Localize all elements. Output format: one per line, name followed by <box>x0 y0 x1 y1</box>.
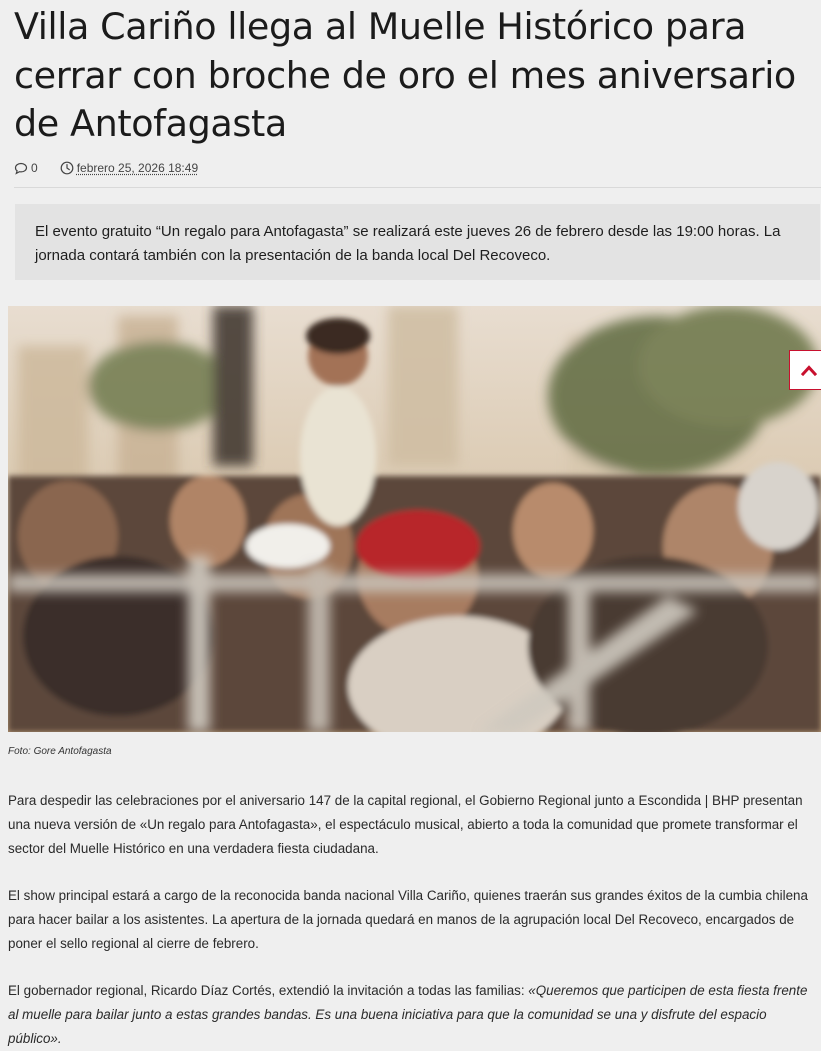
article-lead <box>15 204 820 280</box>
speech-bubble-icon <box>14 162 28 175</box>
article-title: Villa Cariño llega al Muelle Histórico para cerrar con broche de oro el mes aniversario de Antofagasta <box>14 5 796 145</box>
governor-quote: «Queremos que participen de esta fiesta frente al muelle para bailar junto a estas grandes bandas. Es una buena iniciativa para que la comunidad se una y disfrute del espacio público». <box>8 983 808 1046</box>
comment-count: 0 <box>31 161 38 175</box>
article-paragraph: El show principal estará a cargo de la reconocida banda nacional Villa Cariño, quienes traerán sus grandes éxitos de la cumbia chilena para hacer bailar a los asistentes. La apertura de la jornada quedará en manos de la agrupación local Del Recoveco, encargados de poner el sello regional al cierre de febrero. <box>8 888 808 951</box>
lead-text: El evento gratuito “Un regalo para Antofagasta” se realizará este jueves 26 de febrero desde las 19:00 horas. La jornada contará también con la presentación de la banda local Del Recoveco. <box>35 223 781 264</box>
photo-caption: Foto: Gore Antofagasta <box>8 746 112 757</box>
scroll-to-top-button[interactable] <box>789 350 821 390</box>
publish-date-text: febrero 25, 2026 18:49 <box>76 161 199 175</box>
chevron-up-icon <box>801 364 817 376</box>
article-photo <box>8 306 821 732</box>
article-paragraph: Para despedir las celebraciones por el aniversario 147 de la capital regional, el Gobierno Regional junto a Escondida | BHP presentan una nueva versión de «Un regalo para Antofagasta», el espectáculo musical, abierto a toda la comunidad que promete transformar el sector del Muelle Histórico en una verdadera fiesta ciudadana. <box>8 793 803 856</box>
article-meta <box>14 158 198 178</box>
paragraph-text: El gobernador regional, Ricardo Díaz Cortés, extendió la invitación a todas las familias: <box>8 983 529 998</box>
article-paragraph <box>8 979 816 1051</box>
meta-divider <box>14 187 821 188</box>
publish-date <box>60 161 198 175</box>
comments-link[interactable] <box>14 161 38 175</box>
clock-icon <box>60 161 74 175</box>
crowd-photo-illustration <box>8 306 821 732</box>
